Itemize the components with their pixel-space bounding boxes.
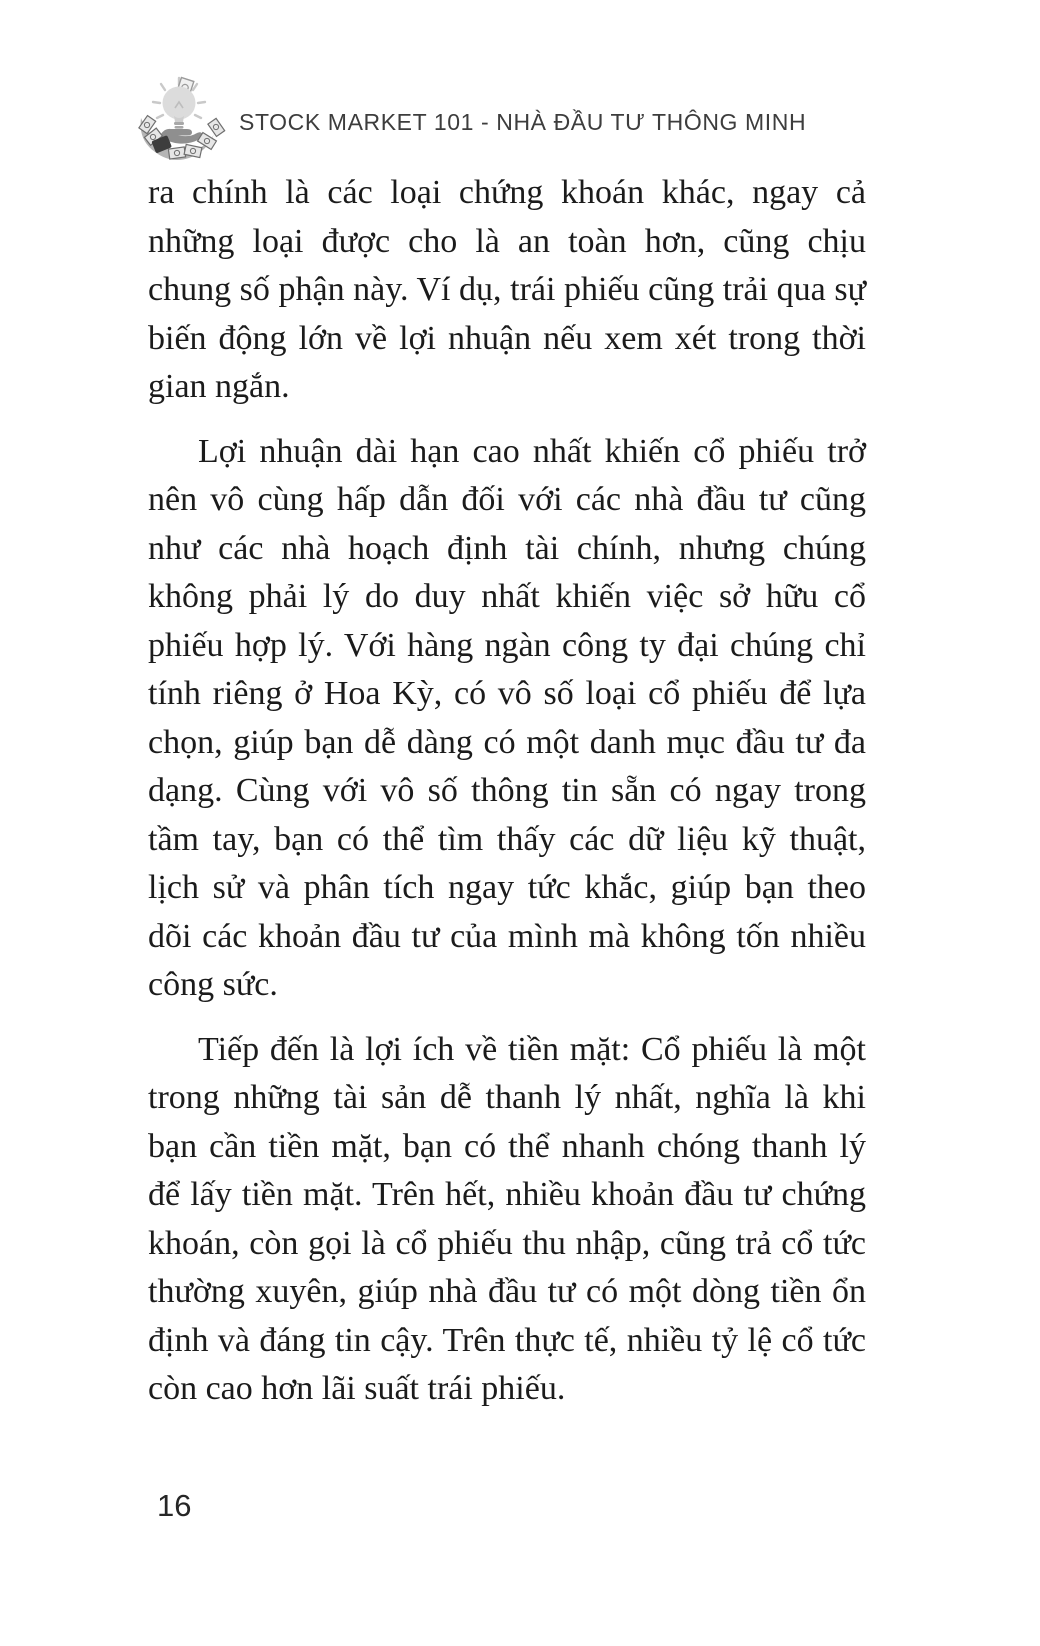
page-number: 16	[157, 1488, 192, 1523]
paragraph: Lợi nhuận dài hạn cao nhất khiến cổ phiếu trở nên vô cùng hấp dẫn đối với các nhà đầu tư cũng như các nhà hoạch định tài chính, nhưng chúng không phải lý do duy nhất khiến việc sở hữu cổ phiếu hợp lý. Với hàng ngàn công ty đại chúng chỉ tính riêng ở Hoa Kỳ, có vô số loại cổ phiếu để lựa chọn, giúp bạn dễ dàng có một danh mục đầu tư đa dạng. Cùng với vô số thông tin sẵn có ngay trong tầm tay, bạn có thể tìm thấy các dữ liệu kỹ thuật, lịch sử và phân tích ngay tức khắc, giúp bạn theo dõi các khoản đầu tư của mình mà không tốn nhiều công sức.	[148, 432, 866, 1003]
paragraph: ra chính là các loại chứng khoán khác, ngay cả những loại được cho là an toàn hơn, cũng chịu chung số phận này. Ví dụ, trái phiếu cũng trải qua sự biến động lớn về lợi nhuận nếu xem xét trong thời gian ngắn.	[148, 174, 866, 405]
lightbulb-hand-money-icon	[133, 72, 227, 166]
page-header	[133, 72, 806, 166]
paragraph: Tiếp đến là lợi ích về tiền mặt: Cổ phiếu là một trong những tài sản dễ thanh lý nhất, nghĩa là khi bạn cần tiền mặt, bạn có thể nhanh chóng thanh lý để lấy tiền mặt. Trên hết, nhiều khoản đầu tư chứng khoán, còn gọi là cổ phiếu thu nhập, cũng trả cổ tức thường xuyên, giúp nhà đầu tư có một dòng tiền ổn định và đáng tin cậy. Trên thực tế, nhiều tỷ lệ cổ tức còn cao hơn lãi suất trái phiếu.	[148, 1030, 866, 1407]
running-header-title: STOCK MARKET 101 - NHÀ ĐẦU TƯ THÔNG MINH	[239, 108, 807, 135]
body-text	[148, 169, 866, 1430]
